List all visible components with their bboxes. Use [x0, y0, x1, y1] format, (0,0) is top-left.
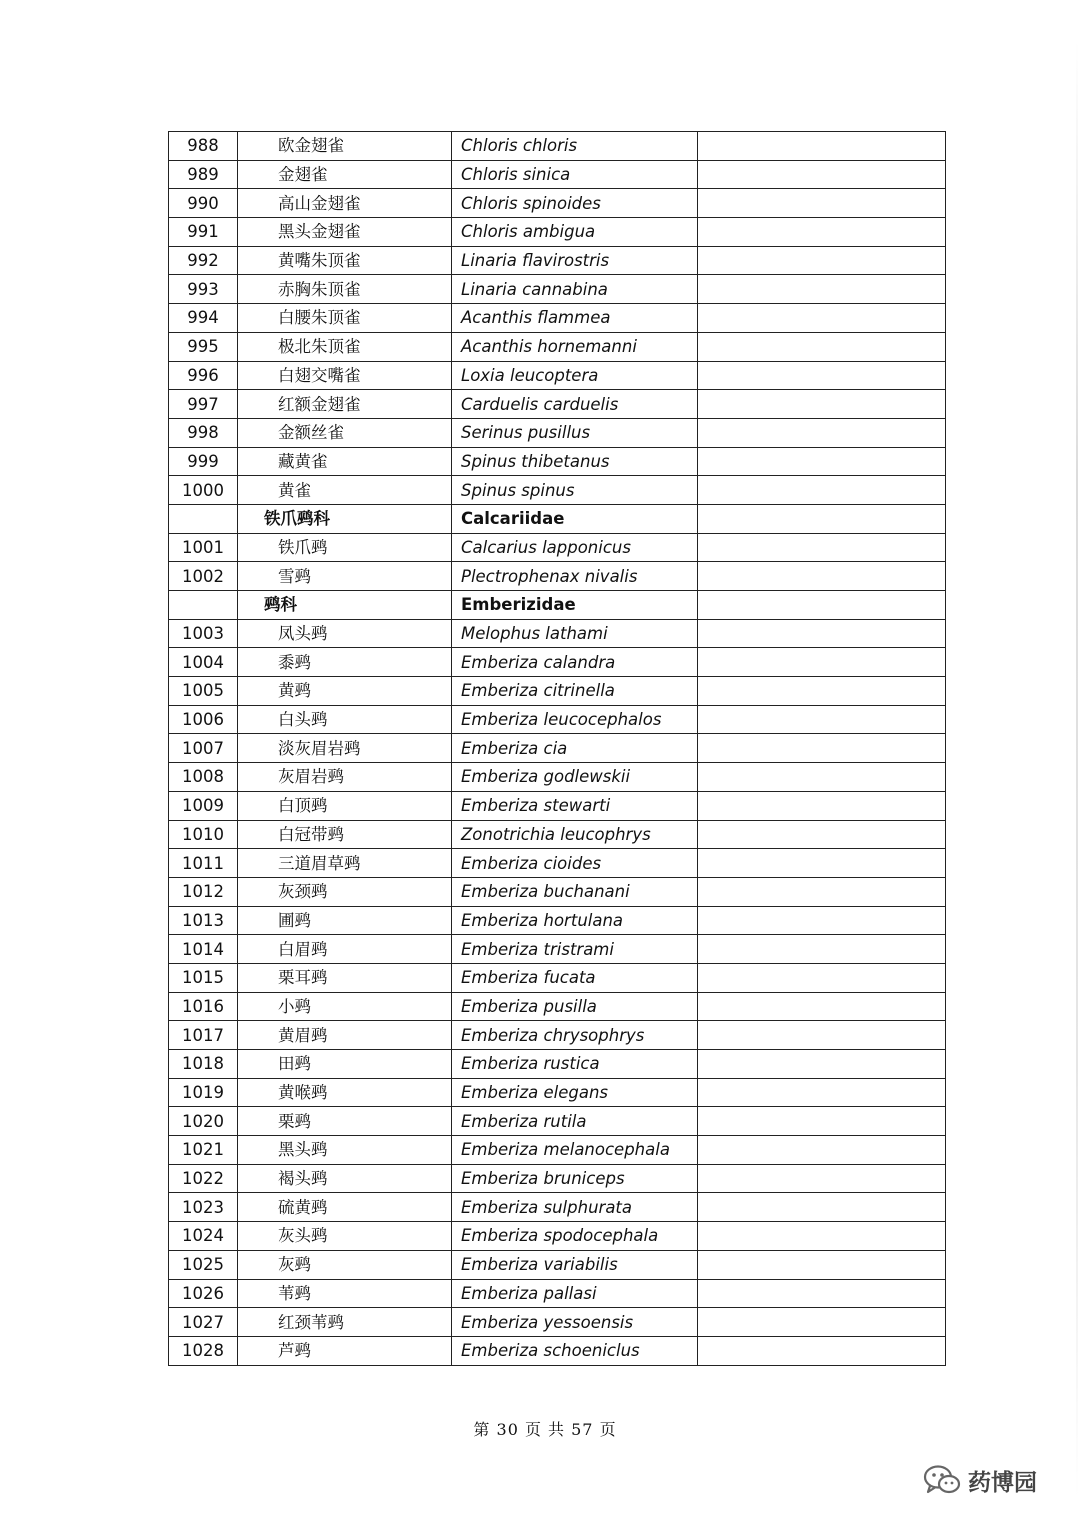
family-row — [169, 591, 946, 620]
remarks-cell — [698, 447, 946, 476]
table-row — [169, 332, 946, 361]
scientific-name: Emberiza yessoensis — [452, 1308, 698, 1337]
remarks-cell — [698, 1136, 946, 1165]
remarks-cell — [698, 562, 946, 591]
scientific-name: Emberiza buchanani — [452, 877, 698, 906]
scientific-name: Emberiza rutila — [452, 1107, 698, 1136]
remarks-cell — [698, 1050, 946, 1079]
chinese-name: 灰鹀 — [238, 1250, 452, 1279]
scientific-name: Emberiza sulphurata — [452, 1193, 698, 1222]
chinese-name: 白翅交嘴雀 — [238, 361, 452, 390]
scientific-name: Emberiza hortulana — [452, 906, 698, 935]
row-number: 994 — [169, 304, 238, 333]
scientific-name: Emberiza variabilis — [452, 1250, 698, 1279]
table-row — [169, 1336, 946, 1365]
chinese-name: 鹀科 — [238, 591, 452, 620]
table-row — [169, 648, 946, 677]
watermark — [922, 1462, 1062, 1498]
table-row — [169, 791, 946, 820]
row-number: 1017 — [169, 1021, 238, 1050]
scientific-name: Emberiza leucocephalos — [452, 705, 698, 734]
chinese-name: 淡灰眉岩鹀 — [238, 734, 452, 763]
chinese-name: 红颈苇鹀 — [238, 1308, 452, 1337]
table-row — [169, 447, 946, 476]
scientific-name: Emberiza citrinella — [452, 677, 698, 706]
table-row — [169, 1078, 946, 1107]
remarks-cell — [698, 1021, 946, 1050]
scientific-name: Acanthis hornemanni — [452, 332, 698, 361]
remarks-cell — [698, 390, 946, 419]
table-row — [169, 705, 946, 734]
scientific-name: Chloris ambigua — [452, 218, 698, 247]
scientific-name: Emberiza cia — [452, 734, 698, 763]
remarks-cell — [698, 648, 946, 677]
table-row — [169, 476, 946, 505]
remarks-cell — [698, 418, 946, 447]
chinese-name: 栗耳鹀 — [238, 963, 452, 992]
row-number: 998 — [169, 418, 238, 447]
remarks-cell — [698, 533, 946, 562]
row-number: 1001 — [169, 533, 238, 562]
remarks-cell — [698, 218, 946, 247]
row-number: 1012 — [169, 877, 238, 906]
remarks-cell — [698, 791, 946, 820]
row-number: 1019 — [169, 1078, 238, 1107]
scientific-name: Serinus pusillus — [452, 418, 698, 447]
remarks-cell — [698, 1222, 946, 1251]
scientific-name: Plectrophenax nivalis — [452, 562, 698, 591]
scientific-name: Emberiza rustica — [452, 1050, 698, 1079]
row-number: 1022 — [169, 1164, 238, 1193]
chinese-name: 极北朱顶雀 — [238, 332, 452, 361]
chinese-name: 红额金翅雀 — [238, 390, 452, 419]
scientific-name: Emberiza calandra — [452, 648, 698, 677]
remarks-cell — [698, 1164, 946, 1193]
chinese-name: 黑头金翅雀 — [238, 218, 452, 247]
table-row — [169, 132, 946, 161]
remarks-cell — [698, 906, 946, 935]
remarks-cell — [698, 619, 946, 648]
chinese-name: 栗鹀 — [238, 1107, 452, 1136]
chinese-name: 硫黄鹀 — [238, 1193, 452, 1222]
row-number: 1009 — [169, 791, 238, 820]
scan-edge — [1076, 40, 1078, 1500]
row-number: 1021 — [169, 1136, 238, 1165]
chinese-name: 芦鹀 — [238, 1336, 452, 1365]
chinese-name: 小鹀 — [238, 992, 452, 1021]
remarks-cell — [698, 734, 946, 763]
table-row — [169, 1250, 946, 1279]
remarks-cell — [698, 1308, 946, 1337]
row-number: 991 — [169, 218, 238, 247]
row-number: 997 — [169, 390, 238, 419]
species-table — [168, 131, 946, 1366]
table-row — [169, 1222, 946, 1251]
table-row — [169, 189, 946, 218]
table-row — [169, 963, 946, 992]
table-row — [169, 533, 946, 562]
row-number — [169, 591, 238, 620]
row-number: 1006 — [169, 705, 238, 734]
remarks-cell — [698, 1078, 946, 1107]
watermark-text: 药博园 — [968, 1469, 1037, 1496]
page-footer: 第 30 页 共 57 页 — [473, 1420, 617, 1439]
table-row — [169, 418, 946, 447]
chinese-name: 圃鹀 — [238, 906, 452, 935]
table-row — [169, 1050, 946, 1079]
remarks-cell — [698, 1336, 946, 1365]
scientific-name: Emberiza godlewskii — [452, 763, 698, 792]
row-number: 988 — [169, 132, 238, 161]
remarks-cell — [698, 476, 946, 505]
chinese-name: 白顶鹀 — [238, 791, 452, 820]
table-row — [169, 1107, 946, 1136]
row-number: 999 — [169, 447, 238, 476]
row-number: 1005 — [169, 677, 238, 706]
chinese-name: 黄嘴朱顶雀 — [238, 246, 452, 275]
scientific-name: Linaria flavirostris — [452, 246, 698, 275]
remarks-cell — [698, 877, 946, 906]
remarks-cell — [698, 992, 946, 1021]
scientific-name: Emberiza fucata — [452, 963, 698, 992]
table-row — [169, 935, 946, 964]
row-number: 996 — [169, 361, 238, 390]
table-row — [169, 734, 946, 763]
scientific-name: Emberizidae — [452, 591, 698, 620]
table-row — [169, 246, 946, 275]
row-number: 1026 — [169, 1279, 238, 1308]
row-number: 1010 — [169, 820, 238, 849]
row-number: 1027 — [169, 1308, 238, 1337]
scientific-name: Emberiza chrysophrys — [452, 1021, 698, 1050]
row-number: 990 — [169, 189, 238, 218]
remarks-cell — [698, 132, 946, 161]
row-number: 993 — [169, 275, 238, 304]
chinese-name: 铁爪鹀科 — [238, 504, 452, 533]
chinese-name: 金额丝雀 — [238, 418, 452, 447]
scientific-name: Spinus spinus — [452, 476, 698, 505]
scientific-name: Acanthis flammea — [452, 304, 698, 333]
remarks-cell — [698, 1107, 946, 1136]
table-row — [169, 906, 946, 935]
row-number: 995 — [169, 332, 238, 361]
scientific-name: Emberiza melanocephala — [452, 1136, 698, 1165]
table-row — [169, 361, 946, 390]
row-number: 989 — [169, 160, 238, 189]
scientific-name: Emberiza schoeniclus — [452, 1336, 698, 1365]
remarks-cell — [698, 705, 946, 734]
wechat-icon — [922, 1464, 962, 1496]
remarks-cell — [698, 677, 946, 706]
table-row — [169, 849, 946, 878]
row-number — [169, 504, 238, 533]
chinese-name: 灰头鹀 — [238, 1222, 452, 1251]
table-row — [169, 160, 946, 189]
row-number: 1013 — [169, 906, 238, 935]
scientific-name: Emberiza elegans — [452, 1078, 698, 1107]
scientific-name: Emberiza stewarti — [452, 791, 698, 820]
table-row — [169, 218, 946, 247]
row-number: 1025 — [169, 1250, 238, 1279]
row-number: 1008 — [169, 763, 238, 792]
row-number: 1020 — [169, 1107, 238, 1136]
chinese-name: 白眉鹀 — [238, 935, 452, 964]
table-row — [169, 562, 946, 591]
scientific-name: Spinus thibetanus — [452, 447, 698, 476]
remarks-cell — [698, 246, 946, 275]
remarks-cell — [698, 1250, 946, 1279]
scientific-name: Carduelis carduelis — [452, 390, 698, 419]
table-row — [169, 877, 946, 906]
chinese-name: 欧金翅雀 — [238, 132, 452, 161]
table-row — [169, 1136, 946, 1165]
row-number: 1007 — [169, 734, 238, 763]
chinese-name: 苇鹀 — [238, 1279, 452, 1308]
remarks-cell — [698, 332, 946, 361]
scientific-name: Melophus lathami — [452, 619, 698, 648]
row-number: 992 — [169, 246, 238, 275]
chinese-name: 黍鹀 — [238, 648, 452, 677]
scientific-name: Emberiza cioides — [452, 849, 698, 878]
remarks-cell — [698, 849, 946, 878]
chinese-name: 白腰朱顶雀 — [238, 304, 452, 333]
row-number: 1002 — [169, 562, 238, 591]
row-number: 1011 — [169, 849, 238, 878]
chinese-name: 凤头鹀 — [238, 619, 452, 648]
scientific-name: Chloris spinoides — [452, 189, 698, 218]
scientific-name: Emberiza tristrami — [452, 935, 698, 964]
family-row — [169, 504, 946, 533]
table-row — [169, 619, 946, 648]
row-number: 1000 — [169, 476, 238, 505]
row-number: 1015 — [169, 963, 238, 992]
row-number: 1014 — [169, 935, 238, 964]
scientific-name: Loxia leucoptera — [452, 361, 698, 390]
remarks-cell — [698, 1279, 946, 1308]
chinese-name: 藏黄雀 — [238, 447, 452, 476]
row-number: 1004 — [169, 648, 238, 677]
table-row — [169, 1308, 946, 1337]
row-number: 1024 — [169, 1222, 238, 1251]
scientific-name: Emberiza pusilla — [452, 992, 698, 1021]
chinese-name: 黄眉鹀 — [238, 1021, 452, 1050]
chinese-name: 黄喉鹀 — [238, 1078, 452, 1107]
table-row — [169, 677, 946, 706]
row-number: 1028 — [169, 1336, 238, 1365]
table-row — [169, 763, 946, 792]
table-row — [169, 1021, 946, 1050]
chinese-name: 金翅雀 — [238, 160, 452, 189]
scientific-name: Linaria cannabina — [452, 275, 698, 304]
remarks-cell — [698, 189, 946, 218]
scientific-name: Zonotrichia leucophrys — [452, 820, 698, 849]
remarks-cell — [698, 935, 946, 964]
table-row — [169, 1279, 946, 1308]
row-number: 1003 — [169, 619, 238, 648]
chinese-name: 灰眉岩鹀 — [238, 763, 452, 792]
scientific-name: Emberiza spodocephala — [452, 1222, 698, 1251]
chinese-name: 黄鹀 — [238, 677, 452, 706]
chinese-name: 黄雀 — [238, 476, 452, 505]
remarks-cell — [698, 304, 946, 333]
table-row — [169, 820, 946, 849]
chinese-name: 褐头鹀 — [238, 1164, 452, 1193]
row-number: 1016 — [169, 992, 238, 1021]
scientific-name: Calcariidae — [452, 504, 698, 533]
scientific-name: Emberiza pallasi — [452, 1279, 698, 1308]
chinese-name: 赤胸朱顶雀 — [238, 275, 452, 304]
table-row — [169, 304, 946, 333]
chinese-name: 黑头鹀 — [238, 1136, 452, 1165]
remarks-cell — [698, 275, 946, 304]
chinese-name: 三道眉草鹀 — [238, 849, 452, 878]
remarks-cell — [698, 591, 946, 620]
scientific-name: Chloris chloris — [452, 132, 698, 161]
chinese-name: 田鹀 — [238, 1050, 452, 1079]
chinese-name: 雪鹀 — [238, 562, 452, 591]
table-row — [169, 390, 946, 419]
table-row — [169, 992, 946, 1021]
remarks-cell — [698, 361, 946, 390]
chinese-name: 灰颈鹀 — [238, 877, 452, 906]
remarks-cell — [698, 504, 946, 533]
scientific-name: Calcarius lapponicus — [452, 533, 698, 562]
chinese-name: 白冠带鹀 — [238, 820, 452, 849]
scientific-name: Emberiza bruniceps — [452, 1164, 698, 1193]
table-row — [169, 275, 946, 304]
row-number: 1018 — [169, 1050, 238, 1079]
chinese-name: 白头鹀 — [238, 705, 452, 734]
remarks-cell — [698, 1193, 946, 1222]
chinese-name: 高山金翅雀 — [238, 189, 452, 218]
chinese-name: 铁爪鹀 — [238, 533, 452, 562]
remarks-cell — [698, 963, 946, 992]
row-number: 1023 — [169, 1193, 238, 1222]
scientific-name: Chloris sinica — [452, 160, 698, 189]
remarks-cell — [698, 763, 946, 792]
table-row — [169, 1193, 946, 1222]
remarks-cell — [698, 820, 946, 849]
remarks-cell — [698, 160, 946, 189]
table-row — [169, 1164, 946, 1193]
